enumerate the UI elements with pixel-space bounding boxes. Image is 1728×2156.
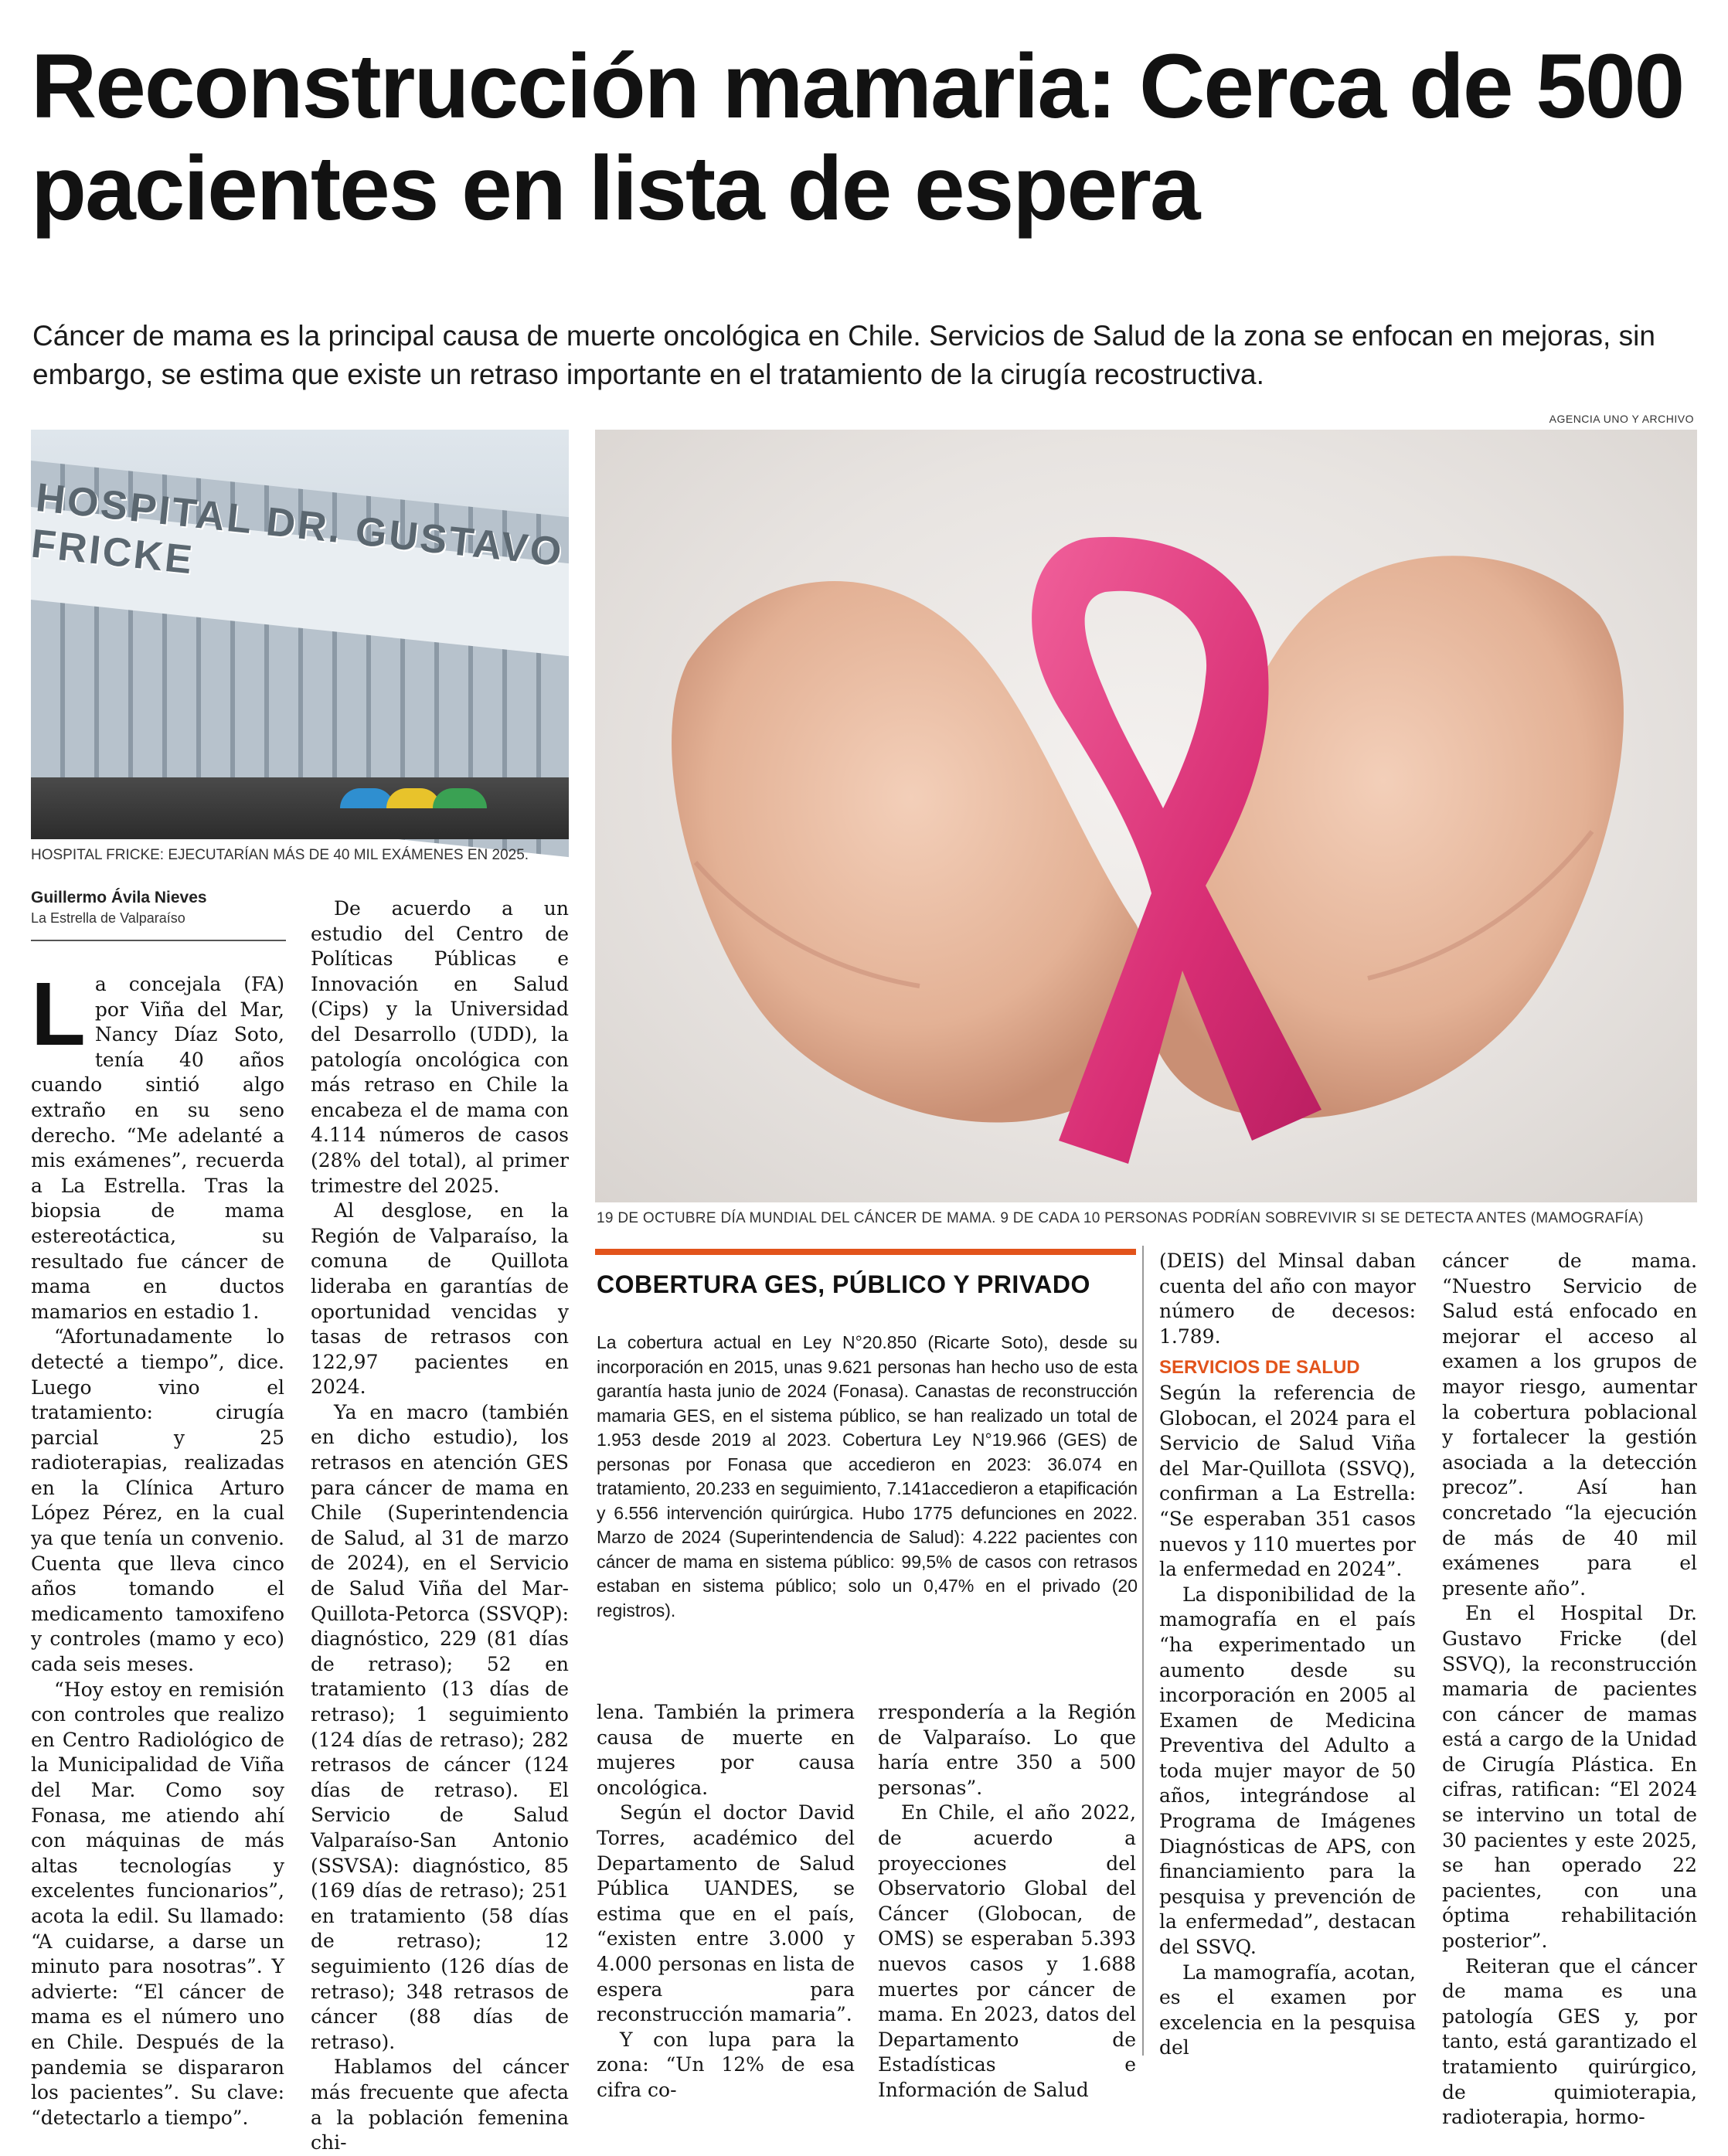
article-paragraph: rrespondería a la Región de Valparaíso. Lo que haría entre 350 a 500 personas”.	[878, 1701, 1136, 1799]
article-paragraph: La mamografía, acotan, es el examen por excelencia en la pesquisa del	[1159, 1960, 1416, 2059]
article-paragraph: (DEIS) del Minsal daban cuenta del año con mayor número de decesos: 1.789.	[1159, 1250, 1416, 1348]
ribbon-photo	[595, 430, 1697, 1202]
byline-divider	[31, 940, 286, 941]
hospital-ground	[31, 777, 569, 839]
article-column-2	[311, 896, 569, 2156]
article-paragraph: Ya en macro (también en dicho estudio), los retrasos en atención GES para cáncer de mama en Chile (Superintendencia de Salud, al 31 de marzo de 2024), en el Servicio de Salud Viña del Mar-Quillota-Petorca (SSVQP): diagnóstico, 229 (81 días de retraso); 52 en tratamiento (13 días de retraso); 1 seguimiento (124 días de retraso); 282 retrasos de cáncer (124 días de retraso). El Servicio de Salud Valparaíso-San Antonio (SSVSA): diagnóstico, 85 (169 días de retraso); 251 en tratamiento (58 días de retraso); 12 seguimiento (126 días de retraso); 348 retrasos de cáncer (88 días de retraso).	[311, 1400, 569, 2053]
ribbon-photo-caption: 19 DE OCTUBRE DÍA MUNDIAL DEL CÁNCER DE MAMA. 9 DE CADA 10 PERSONAS PODRÍAN SOBREVIVIR SI SE DETECTA ANTES (MAMOGRAFÍA)	[597, 1210, 1644, 1226]
byline-outlet: La Estrella de Valparaíso	[31, 910, 185, 926]
hospital-photo	[31, 430, 569, 839]
article-paragraph: De acuerdo a un estudio del Centro de Políticas Públicas e Innovación en Salud (Cips) y la Universidad del Desarrollo (UDD), la patología oncológica con más retraso en Chile la encabeza el de mama con 4.114 números de casos (28% del total), al primer trimestre del 2025.	[311, 897, 569, 1197]
article-column-1	[31, 964, 284, 2130]
box-body: La cobertura actual en Ley N°20.850 (Ricarte Soto), desde su incorporación en 2015, unas 9.621 personas han hecho uso de esta garantía hasta junio de 2024 (Fonasa). Canastas de reconstrucción mamaria GES, en el sistema público, se han realizado un total de 1.953 desde 2019 al 2023. Cobertura Ley N°19.966 (GES) de personas por Fonasa que accedieron en 2023: 36.074 en tratamiento, 20.233 en seguimiento, 7.141accedieron a etapificación y 6.556 intervención quirúrgica. Hubo 1775 defunciones en 2022. Marzo de 2024 (Superintendencia de Salud): 4.222 pacientes con cáncer de mama en sistema público: 99,5% de casos con retrasos estaban en sistema público; solo un 0,47% en el privado (20 registros).	[597, 1332, 1138, 1620]
byline-author: Guillermo Ávila Nieves	[31, 889, 207, 906]
article-paragraph	[31, 964, 284, 1325]
article-text: a concejala (FA) por Viña del Mar, Nancy Díaz Soto, tenía 40 años cuando sintió algo extraño en su seno derecho. “Me adelanté a mis exámenes”, recuerda a La Estrella. Tras la biopsia de mama estereotáctica, su resultado fue cáncer de mama en ductos mamarios en estadio 1.	[31, 973, 284, 1323]
article-paragraph: Reiteran que el cáncer de mama es una patología GES y, por tanto, está garantizado el tratamiento quirúrgico, de quimioterapia, radioterapia, hormo-	[1442, 1954, 1697, 2129]
article-paragraph: Según la referencia de Globocan, el 2024 para el Servicio de Salud Viña del Mar-Quillota (SSVQ), confirman a La Estrella: “Se esperaban 351 casos nuevos y 110 muertes por la enfermedad en 2024”.	[1159, 1381, 1416, 1581]
box-accent-rule	[595, 1249, 1136, 1255]
article-column-4	[878, 1700, 1136, 2103]
box-title: COBERTURA GES, PÚBLICO Y PRIVADO	[597, 1270, 1090, 1298]
article-paragraph: “Hoy estoy en remisión con controles que realizo en Centro Radiológico de la Municipalidad de Viña del Mar. Como soy Fonasa, me atiendo ahí con máquinas de más altas tecnologías y excelentes funcionarios”, acota la edil. Su llamado: “A cuidarse, a darse un minuto para nosotras”. Y advierte: “El cáncer de mama es el número uno en Chile. Después de la pandemia se dispararon los pacientes”. Su clave: “detectarlo a tiempo”.	[31, 1678, 284, 2129]
article-paragraph: Según el doctor David Torres, académico del Departamento de Salud Pública UANDES, se estima que en el país, “existen entre 3.000 y 4.000 personas en lista de espera para reconstrucción mamaria”.	[597, 1801, 855, 2026]
column-divider	[1142, 1246, 1144, 2056]
section-subhead: SERVICIOS DE SALUD	[1159, 1357, 1360, 1379]
article-paragraph: La disponibilidad de la mamografía en el país “ha experimentado un aumento desde su incorporación en 2005 al Examen de Medicina Preventiva del Adulto a toda mujer mayor de 50 años, integrándose al Programa de Imágenes Diagnósticas de APS, con financiamiento para la pesquisa y prevención de la enfermedad”, destacan del SSVQ.	[1159, 1583, 1416, 1959]
article-paragraph: lena. También la primera causa de muerte en mujeres por causa oncológica.	[597, 1701, 855, 1799]
article-paragraph: Al desglose, en la Región de Valparaíso, la comuna de Quillota lideraba en garantías de oportunidad vencidas y tasas de retrasos con 122,97 pacientes en 2024.	[311, 1199, 569, 1399]
article-column-3	[597, 1700, 855, 2103]
hospital-photo-caption: HOSPITAL FRICKE: EJECUTARÍAN MÁS DE 40 MIL EXÁMENES EN 2025.	[31, 847, 529, 863]
headline: Reconstrucción mamaria: Cerca de 500 pacientes en lista de espera	[31, 36, 1684, 240]
drop-cap: L	[31, 964, 86, 1064]
deck: Cáncer de mama es la principal causa de muerte oncológica en Chile. Servicios de Salud de la zona se enfocan en mejoras, sin embargo, se estima que existe un retraso importante en el tratamiento de la cirugía recostructiva.	[32, 320, 1655, 390]
article-paragraph: cáncer de mama. “Nuestro Servicio de Salud está enfocado en mejorar el acceso al examen a los grupos de mayor riesgo, aumentar la cobertura poblacional y fortalecer la gestión asociada a la detección precoz”. Así han concretado “la ejecución de más de 40 mil exámenes para el presente año”.	[1442, 1250, 1697, 1600]
article-paragraph: En Chile, el año 2022, de acuerdo a proyecciones del Observatorio Global del Cáncer (Globocan, de OMS) se esperaban 5.393 nuevos casos y 1.688 muertes por cáncer de mama. En 2023, datos del Departamento de Estadísticas e Información de Salud	[878, 1801, 1136, 2101]
article-paragraph: “Afortunadamente lo detecté a tiempo”, dice. Luego vino el tratamiento: cirugía parcial y 25 radioterapias, realizadas en la Clínica Arturo López Pérez, en la cual ya que tenía un convenio. Cuenta que lleva cinco años tomando el medicamento tamoxifeno y controles (mamo y eco) cada seis meses.	[31, 1325, 284, 1676]
article-paragraph: En el Hospital Dr. Gustavo Fricke (del SSVQ), la reconstrucción mamaria de pacientes con cáncer de mamas está a cargo de la Unidad de Cirugía Plástica. En cifras, ratifican: “El 2024 se intervino un total de 30 pacientes y este 2025, se han operado 22 pacientes, con una óptima rehabilitación posterior”.	[1442, 1602, 1697, 1953]
article-column-5	[1159, 1249, 1416, 2061]
article-paragraph: Hablamos del cáncer más frecuente que afecta a la población femenina chi-	[311, 2056, 569, 2154]
hands-ribbon-illustration	[595, 430, 1697, 1202]
article-column-6	[1442, 1249, 1697, 2130]
hospital-sign: HOSPITAL DR. GUSTAVO FRICKE	[29, 474, 566, 583]
photo-credit: AGENCIA UNO Y ARCHIVO	[1549, 413, 1694, 425]
article-paragraph: Y con lupa para la zona: “Un 12% de esa cifra co-	[597, 2028, 855, 2101]
